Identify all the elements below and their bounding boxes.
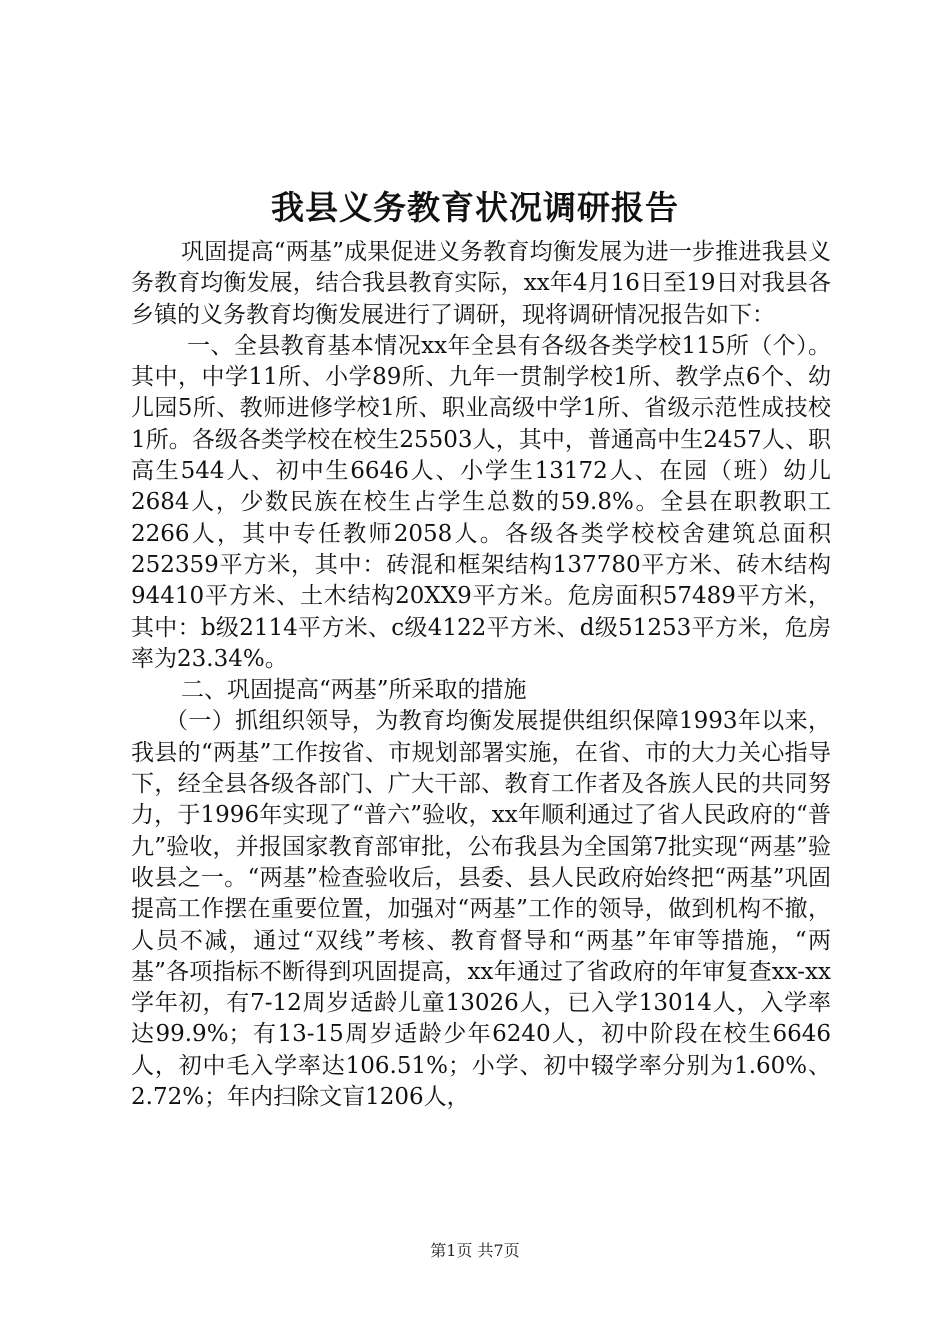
section-two-heading: 二、巩固提高“两基”所采取的措施: [181, 677, 527, 704]
page-number-footer: 第1页 共7页: [430, 1241, 520, 1260]
document-title: 我县义务教育状况调研报告: [271, 188, 679, 227]
section-one-paragraph: 一、全县教育基本情况xx年全县有各级各类学校115所（个）。其中，中学11所、小学89所、九年一贯制学校1所、教学点6个、幼儿园5所、教师进修学校1所、职业高级中学1所、省级示范性成技校1所。各级各类学校在校生25503人，其中，普通高中生2457人、职高生544人、初中生6646人、小学生13172人、在园（班）幼儿2684人，少数民族在校生占学生总数的59.8%。全县在职教职工2266人，其中专任教师2058人。各级各类学校校舍建筑总面积252359平方米，其中：砖混和框架结构137780平方米、砖木结构94410平方米、土木结构20XX9平方米。危房面积57489平方米，其中：b级2114平方米、c级4122平方米、d级51253平方米，危房率为23.34%。: [131, 332, 831, 672]
subsection-one-paragraph: （一）抓组织领导，为教育均衡发展提供组织保障1993年以来，我县的“两基”工作按省、市规划部署实施，在省、市的大力关心指导下，经全县各级各部门、广大干部、教育工作者及各族人民的共同努力，于1996年实现了“普六”验收，xx年顺利通过了省人民政府的“普九”验收，并报国家教育部审批，公布我县为全国第7批实现“两基”验收县之一。“两基”检查验收后，县委、县人民政府始终把“两基”巩固提高工作摆在重要位置，加强对“两基”工作的领导，做到机构不撤，人员不减，通过“双线”考核、教育督导和“两基”年审等措施，“两基”各项指标不断得到巩固提高，xx年通过了省政府的年审复查xx-xx学年初，有7-12周岁适龄儿童13026人，已入学13014人，入学率达99.9%；有13-15周岁适龄少年6240人，初中阶段在校生6646人，初中毛入学率达106.51%；小学、初中辍学率分别为1.60%、2.72%；年内扫除文盲1206人，: [131, 708, 831, 1111]
document-body: [131, 237, 831, 1113]
intro-paragraph: 巩固提高“两基”成果促进义务教育均衡发展为进一步推进我县义务教育均衡发展，结合我县教育实际，xx年4月16日至19日对我县各乡镇的义务教育均衡发展进行了调研，现将调研情况报告如下：: [131, 239, 831, 328]
